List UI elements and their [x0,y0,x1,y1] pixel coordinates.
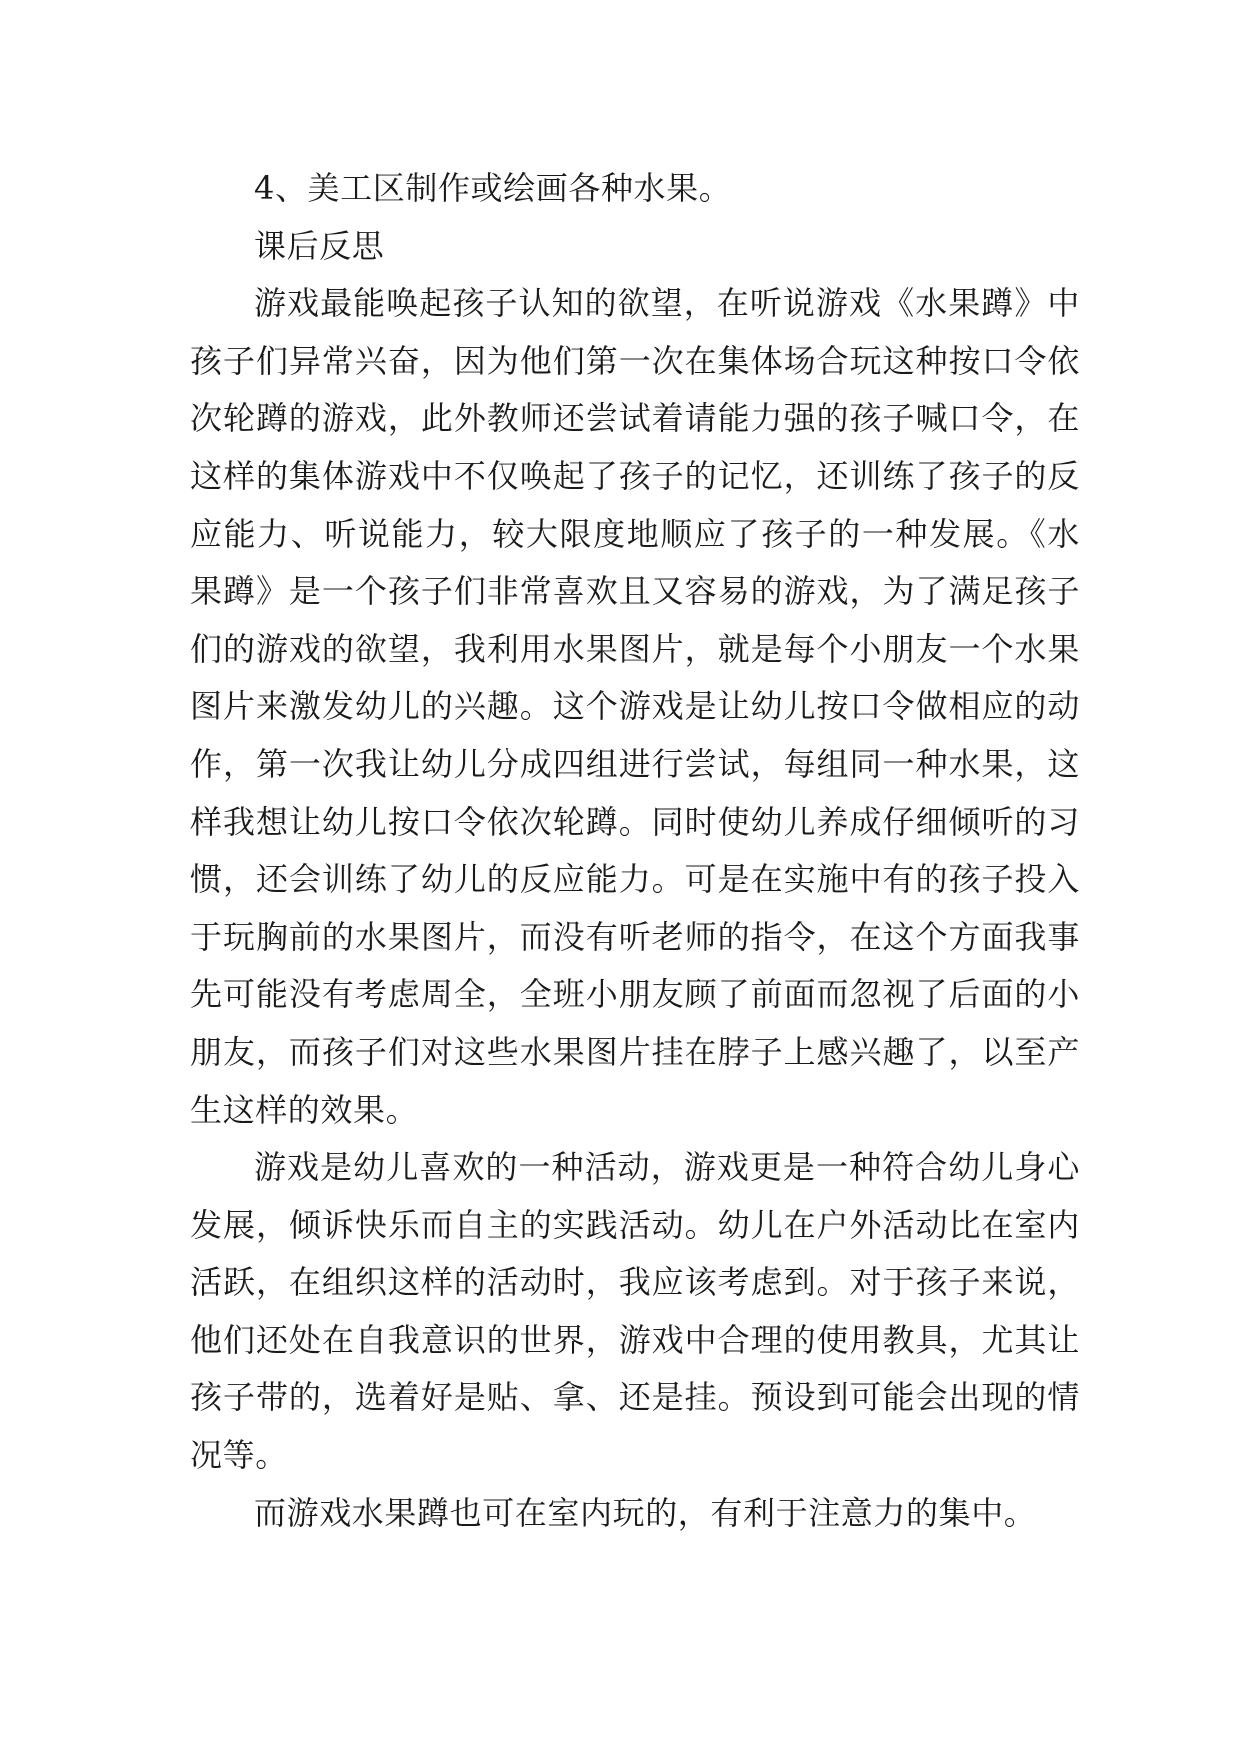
paragraph-reflection-3: 而游戏水果蹲也可在室内玩的，有利于注意力的集中。 [254,1493,1037,1532]
document-body [190,160,1080,1542]
paragraph-activity-item: 4、美工区制作或绘画各种水果。 [254,169,732,207]
paragraph-reflection-2: 游戏是幼儿喜欢的一种活动，游戏更是一种符合幼儿身心发展，倾诉快乐而自主的实践活动。幼儿在户外活动比在室内活跃，在组织这样的活动时，我应该考虑到。对于孩子来说，他们还处在自我意识的世界，游戏中合理的使用教具，尤其让孩子带的，选着好是贴、拿、还是挂。预设到可能会出现的情况等。 [190,1148,1080,1475]
paragraph-reflection-1: 游戏最能唤起孩子认知的欲望，在听说游戏《水果蹲》中孩子们异常兴奋，因为他们第一次在集体场合玩这种按口令依次轮蹲的游戏，此外教师还尝试着请能力强的孩子喊口令，在这样的集体游戏中不仅唤起了孩子的记忆，还训练了孩子的反应能力、听说能力，较大限度地顺应了孩子的一种发展。《水果蹲》是一个孩子们非常喜欢且又容易的游戏，为了满足孩子们的游戏的欲望，我利用水果图片，就是每个小朋友一个水果图片来激发幼儿的兴趣。这个游戏是让幼儿按口令做相应的动作，第一次我让幼儿分成四组进行尝试，每组同一种水果，这样我想让幼儿按口令依次轮蹲。同时使幼儿养成仔细倾听的习惯，还会训练了幼儿的反应能力。可是在实施中有的孩子投入于玩胸前的水果图片，而没有听老师的指令，在这个方面我事先可能没有考虑周全，全班小朋友顾了前面而忽视了后面的小朋友，而孩子们对这些水果图片挂在脖子上感兴趣了，以至产生这样的效果。 [190,284,1080,1129]
section-heading-reflection: 课后反思 [254,226,385,265]
